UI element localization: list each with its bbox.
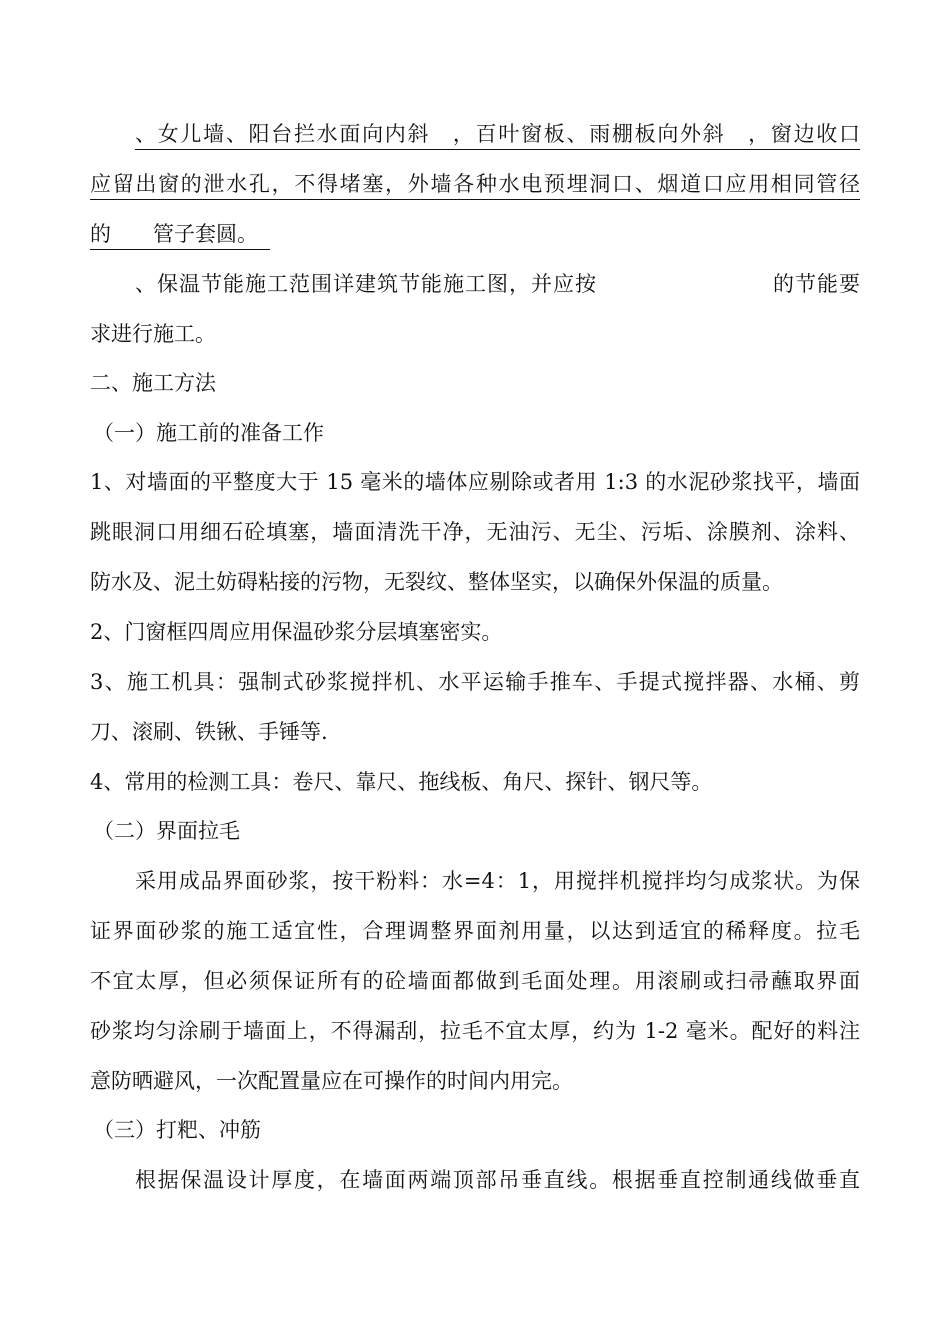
text-line-16: 采用成品界面砂浆，按干粉料：水=4：1，用搅拌机搅拌均匀成浆状。为保 xyxy=(135,869,860,893)
text-line-14: 4、常用的检测工具：卷尺、靠尺、拖线板、角尺、探针、钢尺等。 xyxy=(90,770,713,794)
text-line-5: 求进行施工。 xyxy=(90,322,216,346)
text-line-11: 2、门窗框四周应用保温砂浆分层填塞密实。 xyxy=(90,620,503,644)
subsection-heading-preparation: （一）施工前的准备工作 xyxy=(93,421,324,445)
text-line-8: 1、对墙面的平整度大于 15 毫米的墙体应剔除或者用 1:3 的水泥砂浆找平，墙面 xyxy=(90,470,860,494)
text-line-2: 应留出窗的泄水孔，不得堵塞，外墙各种水电预埋洞口、烟道口应用相同管径 xyxy=(90,169,860,200)
section-heading-methods: 二、施工方法 xyxy=(90,371,216,395)
text-line-18: 不宜太厚，但必须保证所有的砼墙面都做到毛面处理。用滚刷或扫帚蘸取界面 xyxy=(90,969,860,993)
subsection-heading-interface: （二）界面拉毛 xyxy=(93,819,240,843)
text-line-1: 、女儿墙、阳台拦水面向内斜 ，百叶窗板、雨棚板向外斜 ，窗边收口 xyxy=(135,119,860,150)
text-line-13: 刀、滚刷、铁锹、手锤等. xyxy=(90,720,328,744)
text-line-9: 跳眼洞口用细石砼填塞，墙面清洗干净，无油污、无尘、污垢、涂膜剂、涂料、 xyxy=(90,520,860,544)
text-line-22: 根据保温设计厚度，在墙面两端顶部吊垂直线。根据垂直控制通线做垂直 xyxy=(135,1168,860,1192)
text-line-17: 证界面砂浆的施工适宜性，合理调整界面剂用量，以达到适宜的稀释度。拉毛 xyxy=(90,919,860,943)
text-line-3: 的 管子套圆。 xyxy=(90,219,270,250)
subsection-heading-screeding: （三）打粑、冲筋 xyxy=(93,1118,261,1142)
text-line-12: 3、施工机具：强制式砂浆搅拌机、水平运输手推车、手提式搅拌器、水桶、剪 xyxy=(90,670,860,694)
text-line-19: 砂浆均匀涂刷于墙面上，不得漏刮，拉毛不宜太厚，约为 1-2 毫米。配好的料注 xyxy=(90,1019,860,1043)
text-line-4: 、保温节能施工范围详建筑节能施工图，并应按 的节能要 xyxy=(135,272,860,296)
text-line-20: 意防晒避风，一次配置量应在可操作的时间内用完。 xyxy=(90,1069,573,1093)
text-line-10: 防水及、泥土妨碍粘接的污物，无裂纹、整体坚实，以确保外保温的质量。 xyxy=(90,570,783,594)
